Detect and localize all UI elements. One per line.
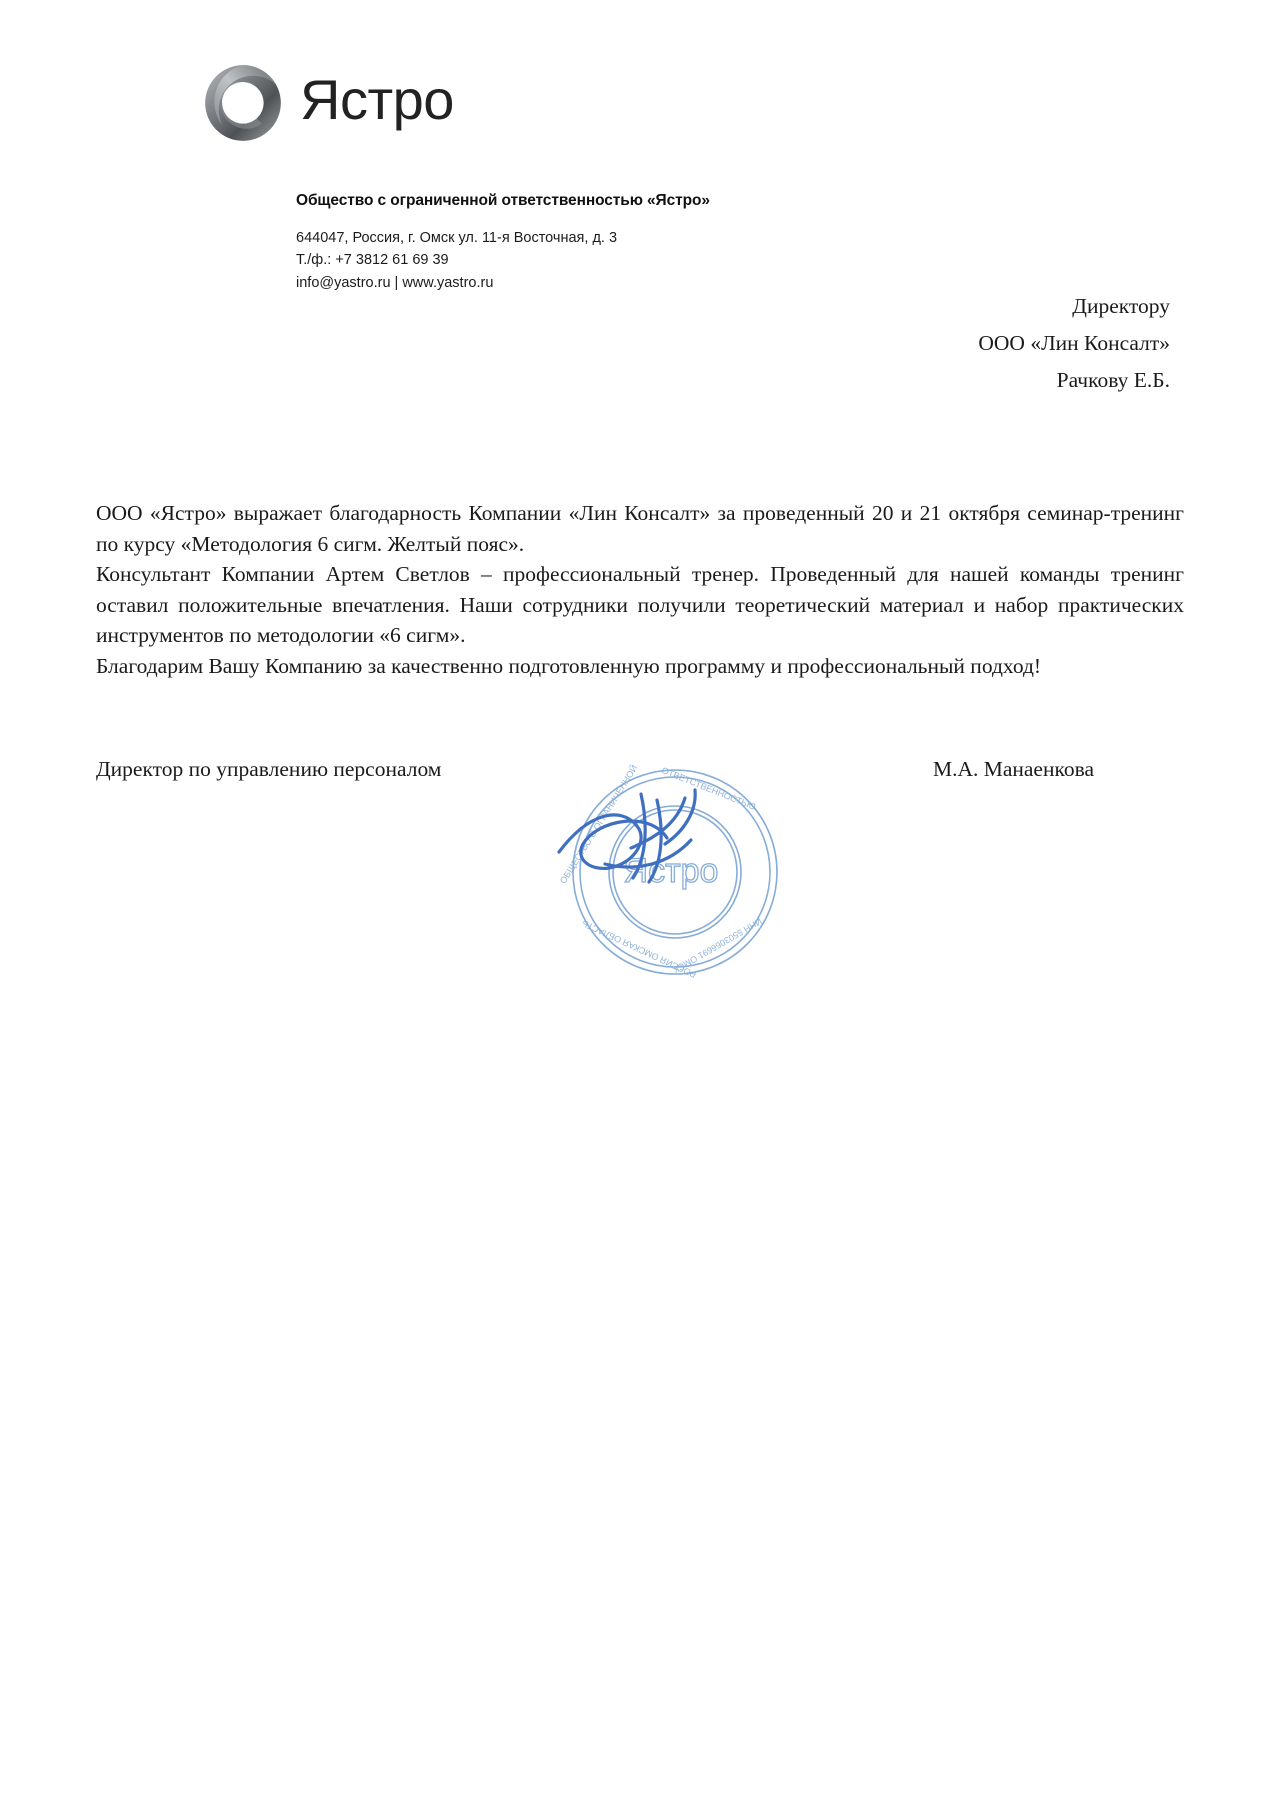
yastro-logo-icon bbox=[200, 60, 286, 146]
body-paragraph-1: ООО «Ястро» выражает благодарность Компании «Лин Консалт» за проведенный 20 и 21 октября семинар-тренинг по курсу «Методология 6 сигм. Желтый пояс». bbox=[96, 501, 1184, 556]
addressee-line-3: Рачкову Е.Б. bbox=[1056, 367, 1170, 392]
signatory-name: М.А. Манаенкова bbox=[932, 757, 1094, 781]
signature-row bbox=[96, 757, 1184, 782]
company-name: Общество с ограниченной ответственностью «Ястро» bbox=[296, 192, 710, 209]
addressee-line-1: Директору bbox=[1072, 294, 1170, 318]
company-address: 644047, Россия, г. Омск ул. 11-я Восточная, д. 3 bbox=[296, 230, 618, 246]
addressee-line-2: ООО «Лин Консалт» bbox=[978, 330, 1170, 355]
logo bbox=[200, 60, 1100, 146]
letterhead bbox=[200, 60, 1100, 294]
addressee-block bbox=[978, 288, 1170, 399]
stamp-and-signature bbox=[545, 752, 805, 982]
company-contacts bbox=[296, 227, 1100, 294]
svg-text:ОТВЕТСТВЕННОСТЬЮ: ОТВЕТСТВЕННОСТЬЮ bbox=[660, 765, 758, 812]
letter-body bbox=[96, 498, 1184, 681]
svg-text:РОССИЯ ОМСКАЯ ОБЛАСТЬ: РОССИЯ ОМСКАЯ ОБЛАСТЬ bbox=[580, 918, 698, 980]
logo-wordmark: Ястро bbox=[300, 68, 454, 131]
signatory-position: Директор по управлению персоналом bbox=[96, 757, 442, 781]
company-phone: Т./ф.: +7 3812 61 69 39 bbox=[296, 252, 449, 269]
company-web: info@yastro.ru | www.yastro.ru bbox=[296, 274, 494, 291]
body-paragraph-3: Благодарим Вашу Компанию за качественно подготовленную программу и профессиональный подход! bbox=[96, 653, 1042, 678]
company-info bbox=[296, 192, 1100, 294]
body-paragraph-2: Консультант Компании Артем Светлов – профессиональный тренер. Проведенный для нашей команды тренинг оставил положительные впечатления. Наши сотрудники получили теоретический материал и набор практических инструментов по методологии «6 сигм». bbox=[96, 562, 1184, 648]
round-stamp-icon bbox=[573, 770, 777, 974]
stamp-center-text: Ястро bbox=[623, 852, 719, 890]
handwritten-signature-icon bbox=[559, 790, 695, 882]
svg-text:ОБЩЕСТВО С ОГРАНИЧЕННОЙ: ОБЩЕСТВО С ОГРАНИЧЕННОЙ bbox=[557, 763, 640, 886]
svg-text:ИНН 5503066691 ОМСК: ИНН 5503066691 ОМСК bbox=[671, 916, 764, 976]
